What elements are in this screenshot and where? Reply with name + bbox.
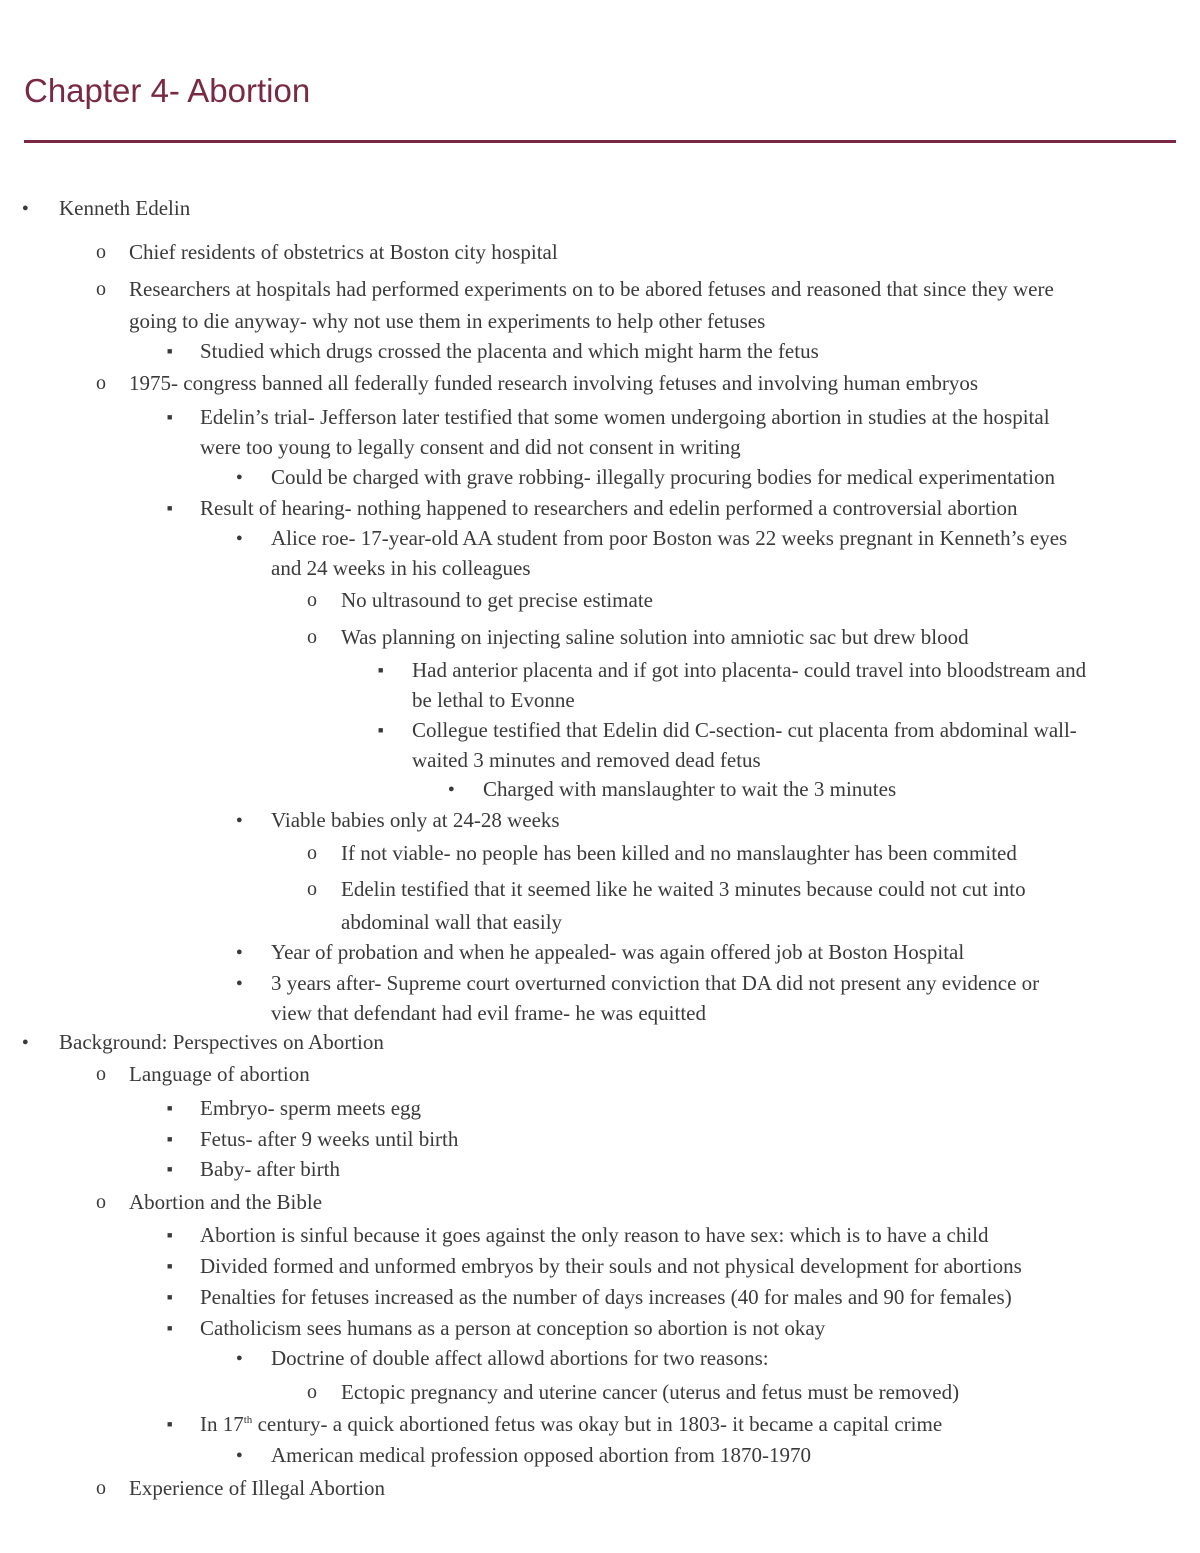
outline-text: Abortion is sinful because it goes against the only reason to have sex: which is to have a child: [200, 1223, 989, 1247]
outline-text: Had anterior placenta and if got into placenta- could travel into bloodstream and: [412, 658, 1087, 682]
outline-text: Embryo- sperm meets egg: [200, 1096, 422, 1120]
outline-line: [200, 405, 1050, 429]
outline-line: [129, 1476, 385, 1500]
outline-line: [59, 196, 190, 220]
outline-line: [200, 1127, 458, 1151]
disc-bullet-icon: [236, 1346, 243, 1370]
square-bullet-icon: [167, 1316, 172, 1340]
outline-text: be lethal to Evonne: [412, 688, 575, 712]
square-bullet-icon: [167, 1412, 172, 1436]
outline-text: Language of abortion: [129, 1062, 310, 1086]
square-bullet-icon: [167, 1157, 172, 1181]
outline-text: abdominal wall that easily: [341, 910, 563, 934]
outline-text: Could be charged with grave robbing- illegally procuring bodies for medical experimentation: [271, 465, 1055, 489]
outline-text: were too young to legally consent and did not consent in writing: [200, 435, 741, 459]
outline-text: If not viable- no people has been killed and no manslaughter has been commited: [341, 841, 1017, 865]
outline-text: Charged with manslaughter to wait the 3 minutes: [483, 777, 897, 801]
outline-line: [271, 971, 1039, 995]
outline-text: Penalties for fetuses increased as the number of days increases (40 for males and 90 for females): [200, 1285, 1012, 1309]
circle-bullet-icon: [307, 1380, 317, 1407]
outline-line: [271, 1346, 769, 1370]
outline-line: [341, 588, 653, 612]
square-bullet-icon: [167, 405, 172, 429]
outline-text: view that defendant had evil frame- he was equitted: [271, 1001, 706, 1025]
circle-bullet-icon: [307, 625, 317, 652]
outline-line: [200, 435, 741, 459]
outline-text: Kenneth Edelin: [59, 196, 191, 220]
outline-text: Studied which drugs crossed the placenta and which might harm the fetus: [200, 339, 819, 363]
outline-line: [200, 1316, 825, 1340]
page-title: Chapter 4- Abortion: [24, 72, 311, 109]
outline-text: Alice roe- 17-year-old AA student from poor Boston was 22 weeks pregnant in Kenneth’s eyes: [271, 526, 1068, 550]
outline-text: Doctrine of double affect allowd abortions for two reasons:: [271, 1346, 769, 1370]
outline-line: [412, 658, 1086, 682]
circle-bullet-icon: [96, 371, 106, 398]
outline-line: [129, 240, 558, 264]
outline-text: waited 3 minutes and removed dead fetus: [412, 748, 761, 772]
outline-text: Result of hearing- nothing happened to researchers and edelin performed a controversial abortion: [200, 496, 1018, 520]
outline-text: Year of probation and when he appealed- was again offered job at Boston Hospital: [271, 940, 965, 964]
disc-bullet-icon: [22, 1030, 29, 1054]
outline-line: [200, 1285, 1012, 1309]
outline-line: [129, 309, 765, 333]
outline-line: [341, 1380, 959, 1404]
circle-bullet-icon: [96, 1476, 106, 1503]
outline-text: American medical profession opposed abortion from 1870-1970: [271, 1443, 812, 1467]
outline-text: Catholicism sees humans as a person at conception so abortion is not okay: [200, 1316, 826, 1340]
outline-line: [271, 1443, 811, 1467]
square-bullet-icon: [378, 658, 383, 682]
outline-text: 3 years after- Supreme court overturned conviction that DA did not present any evidence or: [271, 971, 1040, 995]
outline-line: [412, 718, 1077, 742]
disc-bullet-icon: [236, 1443, 243, 1467]
outline-text: 1975- congress banned all federally funded research involving fetuses and involving human embryos: [129, 371, 979, 395]
outline-line: [129, 1190, 322, 1214]
outline-text: Abortion and the Bible: [129, 1190, 323, 1214]
disc-bullet-icon: [236, 808, 243, 832]
disc-bullet-icon: [236, 526, 243, 550]
outline-line: [341, 841, 1017, 865]
outline-line: [271, 940, 964, 964]
title-divider: [24, 140, 1176, 143]
disc-bullet-icon: [236, 940, 243, 964]
outline-line: [271, 808, 560, 832]
square-bullet-icon: [378, 718, 383, 742]
outline-line: [200, 1223, 988, 1247]
outline-line: [200, 496, 1018, 520]
outline-text: Was planning on injecting saline solution into amniotic sac but drew blood: [341, 625, 969, 649]
circle-bullet-icon: [96, 1062, 106, 1089]
outline-text: Chief residents of obstetrics at Boston city hospital: [129, 240, 558, 264]
outline-line: [271, 1001, 706, 1025]
circle-bullet-icon: [96, 1190, 106, 1217]
square-bullet-icon: [167, 1223, 172, 1247]
square-bullet-icon: [167, 496, 172, 520]
outline-text: Collegue testified that Edelin did C-section- cut placenta from abdominal wall-: [412, 718, 1077, 742]
circle-bullet-icon: [96, 240, 106, 267]
outline-line: [271, 465, 1055, 489]
outline-text: Background: Perspectives on Abortion: [59, 1030, 384, 1054]
outline-line: [200, 1157, 340, 1181]
outline-line: [412, 688, 575, 712]
outline-line: [200, 339, 819, 363]
circle-bullet-icon: [307, 588, 317, 615]
outline-text: Baby- after birth: [200, 1157, 340, 1181]
disc-bullet-icon: [236, 465, 243, 489]
outline-text: Edelin’s trial- Jefferson later testified that some women undergoing abortion in studies at the hospital: [200, 405, 1050, 429]
outline-text: and 24 weeks in his colleagues: [271, 556, 531, 580]
outline-text: Edelin testified that it seemed like he waited 3 minutes because could not cut into: [341, 877, 1026, 901]
square-bullet-icon: [167, 1096, 172, 1120]
disc-bullet-icon: [22, 196, 29, 220]
outline-line: [59, 1030, 384, 1054]
circle-bullet-icon: [307, 841, 317, 868]
outline-text: No ultrasound to get precise estimate: [341, 588, 653, 612]
square-bullet-icon: [167, 339, 172, 363]
outline-text: Viable babies only at 24-28 weeks: [271, 808, 560, 832]
outline-line: [483, 777, 896, 801]
outline-line: [412, 748, 761, 772]
outline-line: [129, 277, 1054, 301]
outline-text: Experience of Illegal Abortion: [129, 1476, 385, 1500]
outline-line: [271, 526, 1067, 550]
outline-text: Ectopic pregnancy and uterine cancer (uterus and fetus must be removed): [341, 1380, 960, 1404]
square-bullet-icon: [167, 1254, 172, 1278]
disc-bullet-icon: [448, 777, 455, 801]
outline-text: going to die anyway- why not use them in experiments to help other fetuses: [129, 309, 766, 333]
outline-text: Divided formed and unformed embryos by their souls and not physical development for abortions: [200, 1254, 1022, 1278]
outline-line: [271, 556, 531, 580]
outline-line: [341, 910, 562, 934]
outline-text: In 17: [200, 1412, 244, 1436]
outline-line: [200, 1096, 421, 1120]
outline-text-continued: century- a quick abortioned fetus was okay but in 1803- it became a capital crime: [252, 1412, 943, 1436]
circle-bullet-icon: [307, 877, 317, 904]
superscript: th: [243, 1414, 253, 1426]
outline-line: [129, 1062, 310, 1086]
outline-text: Researchers at hospitals had performed experiments on to be abored fetuses and reasoned that since they were: [129, 277, 1054, 301]
outline-line: [200, 1412, 942, 1436]
outline-line: [341, 877, 1026, 901]
square-bullet-icon: [167, 1285, 172, 1309]
circle-bullet-icon: [96, 277, 106, 304]
outline-line: [129, 371, 978, 395]
disc-bullet-icon: [236, 971, 243, 995]
outline-line: [200, 1254, 1022, 1278]
square-bullet-icon: [167, 1127, 172, 1151]
outline-text: Fetus- after 9 weeks until birth: [200, 1127, 459, 1151]
outline-line: [341, 625, 969, 649]
